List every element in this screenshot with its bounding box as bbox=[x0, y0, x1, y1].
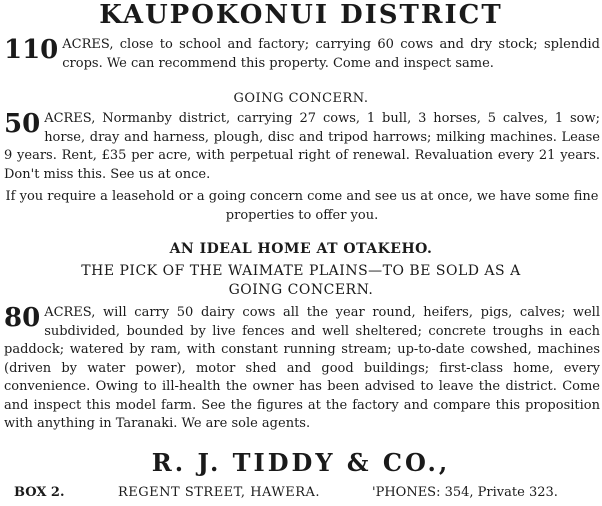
listing-50-acres bbox=[4, 110, 600, 184]
acres-number: 110 bbox=[4, 35, 59, 65]
ideal-home-heading: AN IDEAL HOME AT OTAKEHO. bbox=[169, 241, 433, 257]
street-address: REGENT STREET, HAWERA. bbox=[118, 485, 321, 500]
listing-80-acres bbox=[4, 304, 600, 434]
phone-numbers: 'PHONES: 354, Private 323. bbox=[372, 485, 558, 500]
listing-text: ACRES, close to school and factory; carrying 60 cows and dry stock; splendid crops. We can recommend this property. Come and inspect same. bbox=[62, 37, 600, 71]
po-box: BOX 2. bbox=[14, 485, 65, 500]
listing-text: ACRES, Normanby district, carrying 27 cows, 1 bull, 3 horses, 5 calves, 1 sow; horse, dray and harness, plough, disc and tripod harrows; milking machines. Lease 9 years. Rent, £35 per acre, with perpetual right of renewal. Revaluation every 21 years. Don't miss this. See us at once. bbox=[4, 111, 600, 182]
pick-heading: THE PICK OF THE WAIMATE PLAINS—TO BE SOLD AS A GOING CONCERN. bbox=[81, 263, 521, 298]
listing-text: ACRES, will carry 50 dairy cows all the year round, heifers, pigs, calves; well subdivided, bounded by live fences and well sheltered; concrete troughs in each paddock; watered by ram, with constant running stream; up-to-date cowshed, machines (driven by water power), motor shed and good buildings; first-class home, every convenience. Owing to ill-health the owner has been advised to leave the district. Come and inspect this model farm. See the figures at the factory and compare this proposition with anything in Taranaki. We are sole agents. bbox=[4, 305, 600, 431]
agent-name: R. J. TIDDY & CO., bbox=[151, 448, 451, 477]
acres-number: 80 bbox=[4, 303, 41, 333]
district-heading: KAUPOKONUI DISTRICT bbox=[99, 0, 503, 30]
going-concern-heading: GOING CONCERN. bbox=[233, 91, 369, 106]
acres-number: 50 bbox=[4, 109, 41, 139]
leasehold-note: If you require a leasehold or a going concern come and see us at once, we have some fine properties to offer you. bbox=[5, 189, 599, 223]
listing-110-acres bbox=[4, 36, 600, 73]
